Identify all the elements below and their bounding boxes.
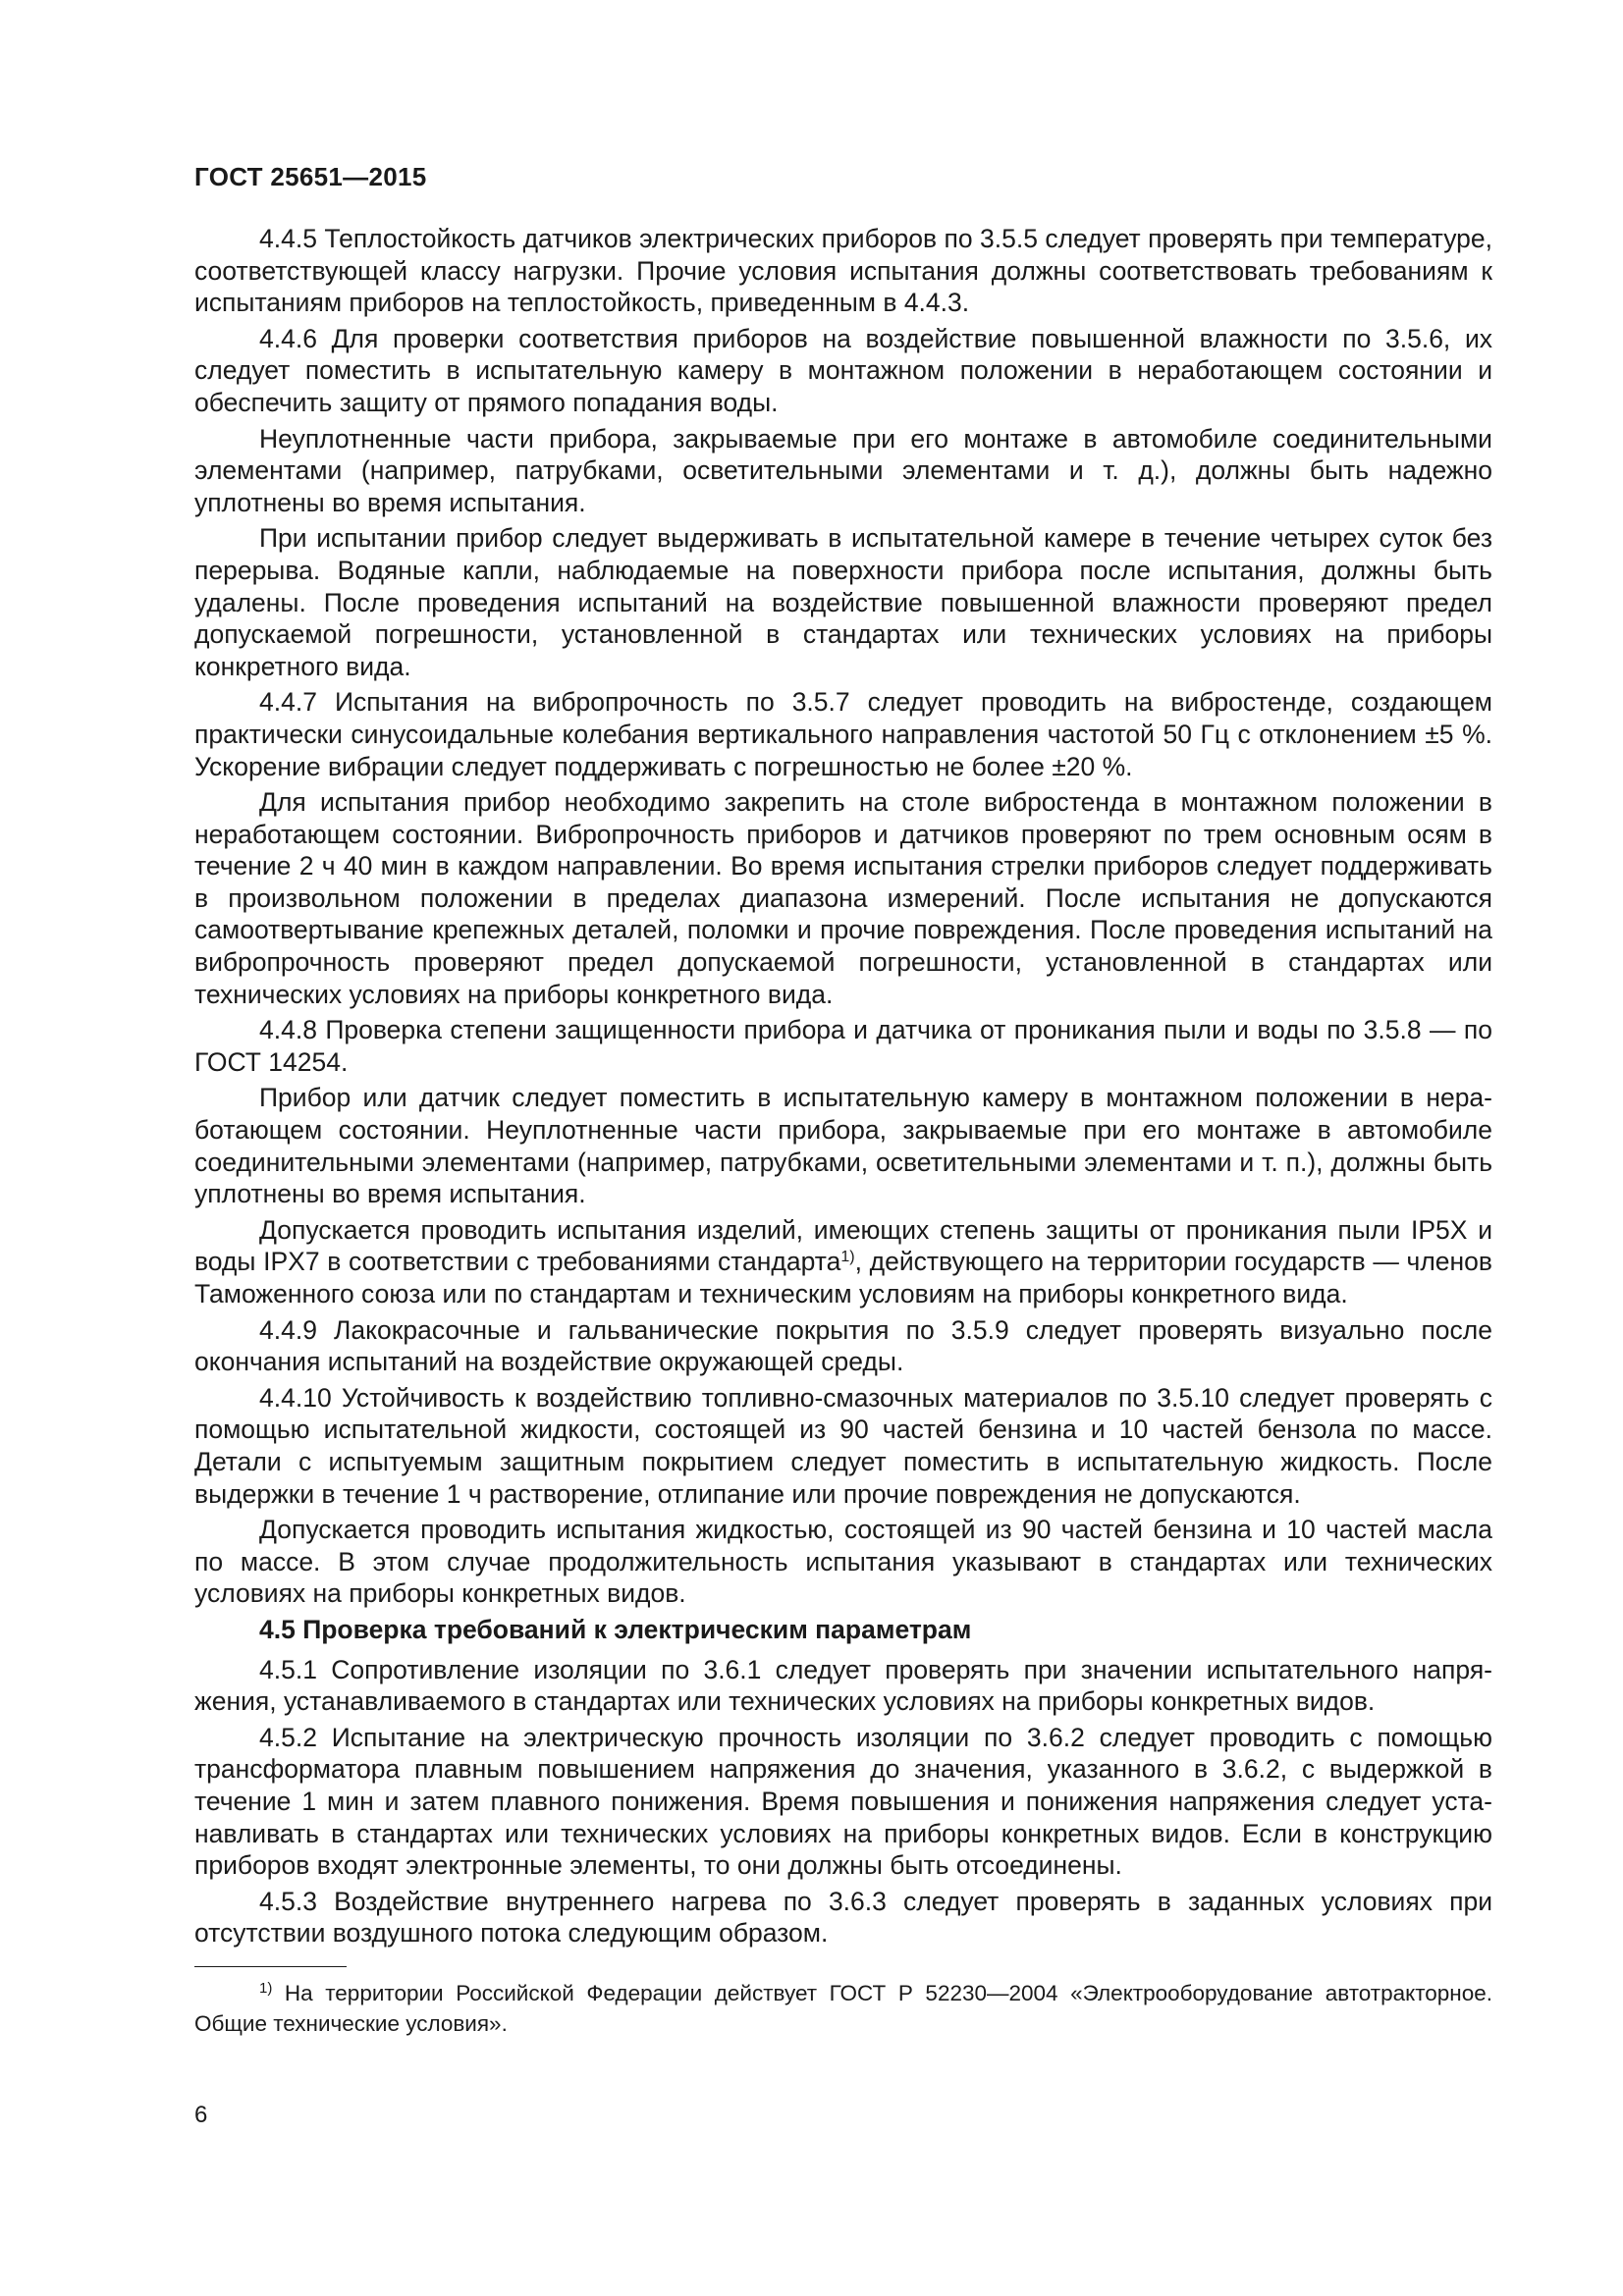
- paragraph-4-4-7: 4.4.7 Испытания на вибропрочность по 3.5.7 следует проводить на вибростенде, создающем практически синусоидальные колебания вертикального направления частотой 50 Гц с отклонением ±5 %. Ускорение вибрации следует поддерживать с погрешностью не более ±20 %.: [194, 687, 1492, 781]
- paragraph: Допускается проводить испытания жидкостью, состоящей из 90 частей бензина и 10 частей масла по массе. В этом случае продолжительность испытания указывают в стандартах или технических условиях на приборы конкретных видов.: [194, 1515, 1492, 1609]
- paragraph-4-5-1: 4.5.1 Сопротивление изоляции по 3.6.1 следует проверять при значении испытательного напряжения, устанавливаемого в стандартах или технических условиях на приборы конкретных видов.: [194, 1654, 1492, 1717]
- page-number: 6: [194, 2102, 208, 2128]
- footnote-text: [194, 1978, 1492, 2039]
- paragraph-4-5-3: 4.5.3 Воздействие внутреннего нагрева по 3.6.3 следует проверять в заданных условиях при отсутствии воздушного потока следующим образом.: [194, 1886, 1492, 1949]
- footnote-divider: [194, 1966, 347, 1967]
- footnote-marker: 1): [259, 1980, 273, 1997]
- paragraph-text: , действующего на территории государств — членов Таможенного союза или по стандартам и техническим условиям на приборы конкретного вида.: [194, 1247, 1492, 1308]
- document-header: ГОСТ 25651—2015: [194, 162, 427, 191]
- footnote: [194, 1978, 1492, 2039]
- paragraph-text: Допускается проводить испытания изделий, имеющих степень защиты от проникания пыли IP5X и воды IPX7 в соответствии с требованиями стандарта: [194, 1214, 1492, 1277]
- section-heading-4-5: 4.5 Проверка требований к электрическим параметрам: [259, 1614, 972, 1644]
- paragraph-4-4-6: 4.4.6 Для проверки соответствия приборов на воздействие повышенной влажности по 3.5.6, их следует поместить в испытательную камеру в монтажном положении в неработающем состоянии и обеспечить защиту от прямого попадания воды.: [194, 323, 1492, 417]
- document-body: [194, 223, 1492, 1953]
- paragraph-4-4-9: 4.4.9 Лакокрасочные и гальванические покрытия по 3.5.9 следует проверять визуально после окончания испытаний на воздействие окружающей среды.: [194, 1314, 1492, 1377]
- paragraph: Для испытания прибор необходимо закрепить на столе вибростенда в монтажном положении в неработающем состоянии. Вибропрочность приборов и датчиков проверяют по трем основным осям в течение 2 ч 40 мин в каждом направлении. Во время испытания стрелки приборов следует поддерживать в произвольном положении в пределах диапазона измерений. После испытания не допускаются самоотвертывание крепежных деталей, поломки и прочие повреждения. После проведения испытаний на вибропрочность проверяют предел допускаемой погрешности, установленной в стандартах или технических условиях на приборы конкретного вида.: [194, 787, 1492, 1009]
- paragraph-4-5-2: 4.5.2 Испытание на электрическую прочность изоляции по 3.6.2 следует проводить с помощью трансформатора плавным повышением напряжения до значения, указанного в 3.6.2, с выдержкой в течение 1 мин и затем плавного понижения. Время повышения и понижения напряжения следует устанавливать в стандартах или технических условиях на приборы конкретных видов. Если в конструкцию приборов входят электронные элементы, то они должны быть отсоединены.: [194, 1722, 1492, 1881]
- paragraph: При испытании прибор следует выдерживать в испытательной камере в течение четырех суток без перерыва. Водяные капли, наблюдаемые на поверхности прибора после испытания, должны быть удалены. После проведения испытаний на воздействие повышенной влажности проверяют предел допускаемой погрешности, установленной в стандартах или технических условиях на приборы конкретного вида.: [194, 523, 1492, 681]
- paragraph-4-4-8: 4.4.8 Проверка степени защищенности прибора и датчика от проникания пыли и воды по 3.5.8 — по ГОСТ 14254.: [194, 1015, 1492, 1077]
- paragraph-4-4-5: 4.4.5 Теплостойкость датчиков электрических приборов по 3.5.5 следует проверять при температуре, соответствующей классу нагрузки. Прочие условия испытания должны соответствовать требованиям к испытаниям приборов на теплостойкость, приведенным в 4.4.3.: [194, 224, 1492, 318]
- footnote-reference: 1): [840, 1249, 855, 1266]
- footnote-body: На территории Российской Федерации действует ГОСТ Р 52230—2004 «Электрооборудование автотракторное. Общие технические условия».: [194, 1981, 1492, 2036]
- paragraph: Неуплотненные части прибора, закрываемые при его монтаже в автомобиле соединительными элементами (например, патрубками, осветительными элементами и т. д.), должны быть надежно уплотнены во время испытания.: [194, 423, 1492, 517]
- paragraph: Прибор или датчик следует поместить в испытательную камеру в монтажном положении в неработающем состоянии. Неуплотненные части прибора, закрываемые при его монтаже в автомобиле соединительными элементами (например, патрубками, осветительными элементами и т. п.), должны быть уплотнены во время испытания.: [194, 1083, 1492, 1209]
- paragraph-with-footnote: [194, 1214, 1492, 1310]
- paragraph-4-4-10: 4.4.10 Устойчивость к воздействию топливно-смазочных материалов по 3.5.10 следует проверять с помощью испытательной жидкости, состоящей из 90 частей бензина и 10 частей бензола по массе. Детали с испытуемым защитным покрытием следует поместить в испытательную жидкость. После выдержки в течение 1 ч растворение, отлипание или прочие повреждения не допускаются.: [194, 1382, 1492, 1509]
